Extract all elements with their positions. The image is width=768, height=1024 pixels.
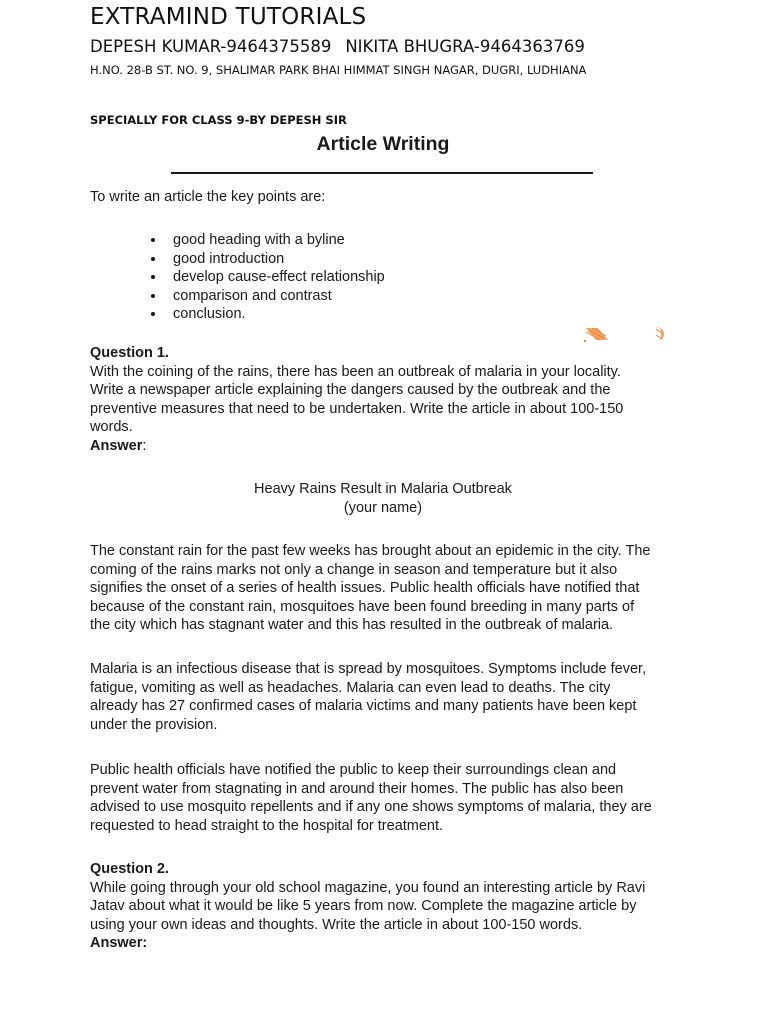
paragraph-line: advised to use mosquito repellents and if any one shows symptoms of malaria, they are [90, 799, 652, 816]
article-heading: Heavy Rains Result in Malaria Outbreak [254, 481, 512, 497]
title-underline [171, 172, 593, 174]
question-1-label: Question 1. [90, 345, 169, 361]
article-paragraph-1 [90, 542, 690, 635]
scan-mark-left [584, 324, 612, 344]
article-paragraph-3 [90, 761, 690, 835]
article-paragraph-2 [90, 660, 690, 734]
paragraph-line: Malaria is an infectious disease that is spread by mosquitoes. Symptoms include fever, [90, 661, 647, 677]
paragraph-line: the city which has stagnant water and this has resulted in the outbreak of malaria. [90, 617, 614, 634]
paragraph-line: The constant rain for the past few weeks has brought about an epidemic in the city. The [90, 543, 651, 559]
paragraph-line: already has 27 confirmed cases of malaria victims and many patients have been kept [90, 698, 637, 715]
answer-2-label: Answer: [90, 935, 148, 952]
question-2-line: Jatav about what it would be like 5 years from now. Complete the magazine article by [90, 898, 637, 915]
contact-depesh: DEPESH KUMAR-9464375589 [90, 37, 332, 56]
question-1-line: Write a newspaper article explaining the dangers caused by the outbreak and the [90, 382, 611, 399]
address: H.NO. 28-B ST. NO. 9, SHALIMAR PARK BHAI HIMMAT SINGH NAGAR, DUGRI, LUDHIANA [90, 63, 587, 77]
key-points-list [150, 231, 385, 324]
paragraph-line: Public health officials have notified the public to keep their surroundings clean and [90, 762, 617, 778]
institute-name: EXTRAMIND TUTORIALS [90, 4, 367, 30]
paragraph-line: because of the constant rain, mosquitoes have been found breeding in many parts of [90, 598, 635, 615]
paragraph-line: signifies the onset of a series of health issues. Public health officials have notified that [90, 580, 640, 597]
list-item: develop cause-effect relationship [150, 268, 385, 287]
question-1-line: preventive measures that need to be undertaken. Write the article in about 100-150 [90, 400, 624, 417]
question-1-line: With the coining of the rains, there has been an outbreak of malaria in your locality. [90, 363, 621, 380]
article-byline: (your name) [343, 500, 423, 516]
list-item: comparison and contrast [150, 287, 385, 306]
paragraph-line: requested to head straight to the hospital for treatment. [90, 817, 444, 834]
question-2-label: Question 2. [90, 861, 169, 877]
scan-mark-right [652, 325, 668, 345]
intro-text: To write an article the key points are: [90, 189, 326, 205]
paragraph-line: under the provision. [90, 716, 218, 733]
paragraph-line: fatigue, vomiting as well as headaches. Malaria can even lead to deaths. The city [90, 679, 611, 696]
paragraph-line: prevent water from stagnating in and around their homes. The public has also been [90, 780, 624, 797]
list-item: good introduction [150, 250, 385, 269]
page-title: Article Writing [316, 133, 450, 155]
special-note: SPECIALLY FOR CLASS 9-BY DEPESH SIR [90, 113, 347, 127]
question-2-line: While going through your old school magazine, you found an interesting article by Ravi [90, 879, 646, 896]
contact-line [90, 37, 585, 56]
question-2-line: using your own ideas and thoughts. Write the article in about 100-150 words. [90, 916, 583, 933]
question-1-line: words. [90, 419, 133, 436]
paragraph-line: coming of the rains marks not only a change in season and temperature but it also [90, 561, 618, 578]
answer-1-label: Answer: [90, 437, 147, 454]
list-item: conclusion. [150, 305, 385, 324]
question-2 [90, 860, 690, 953]
list-item: good heading with a byline [150, 231, 385, 250]
contact-nikita: NIKITA BHUGRA-9464363769 [345, 37, 585, 56]
question-1 [90, 344, 690, 456]
